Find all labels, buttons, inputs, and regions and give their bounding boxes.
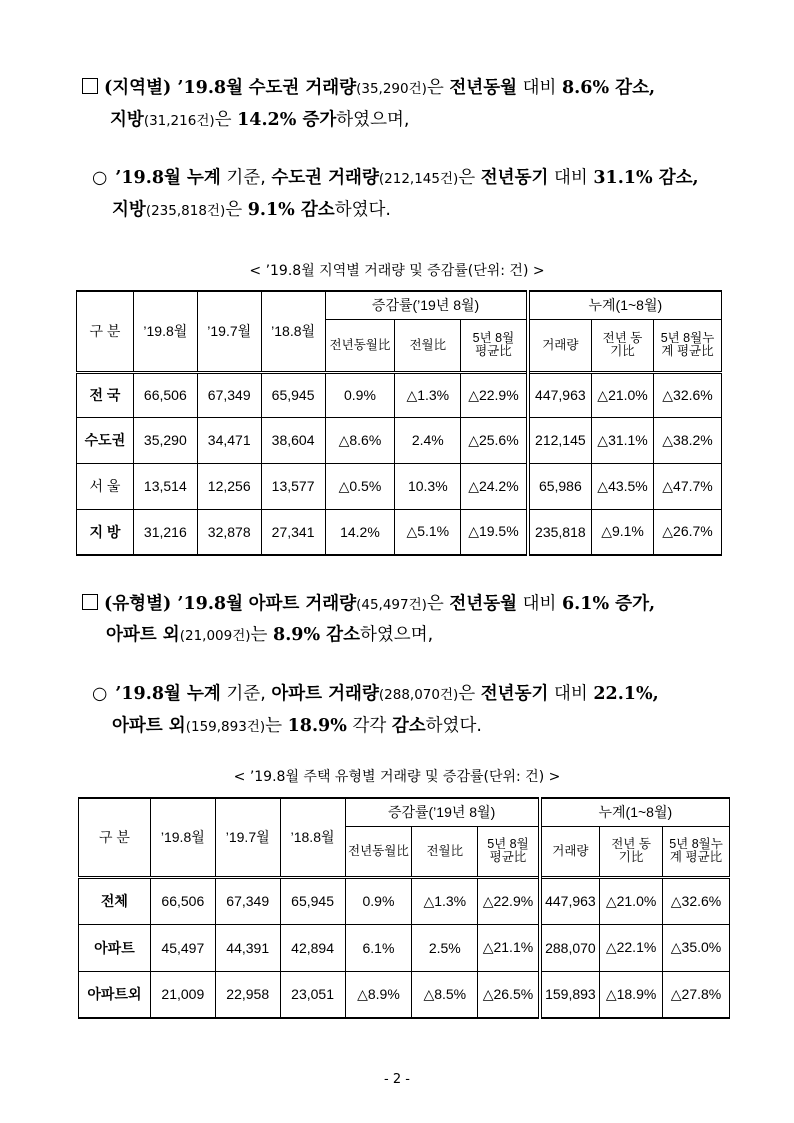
table-row xyxy=(79,971,730,1018)
cell: 0.9% xyxy=(325,372,395,417)
cell: △21.0% xyxy=(592,372,654,417)
cell: △8.5% xyxy=(412,971,478,1018)
header-last-year-month: ’18.8월 xyxy=(261,291,325,372)
cell: 0.9% xyxy=(345,877,412,924)
cell: △31.1% xyxy=(592,417,654,463)
cell: △1.3% xyxy=(412,877,478,924)
cell: △26.7% xyxy=(654,509,722,555)
header-yoy-month: 전년동월比 xyxy=(345,826,412,877)
cell: △21.0% xyxy=(600,877,663,924)
table-row xyxy=(77,417,722,463)
cell: △1.3% xyxy=(395,372,461,417)
cell: △5.1% xyxy=(395,509,461,555)
cell: 32,878 xyxy=(197,509,261,555)
cell: △8.6% xyxy=(325,417,395,463)
header-cum-volume: 거래량 xyxy=(528,319,592,372)
table-row xyxy=(77,463,722,509)
cell: △22.9% xyxy=(461,372,528,417)
cell: 23,051 xyxy=(280,971,345,1018)
cell: 12,256 xyxy=(197,463,261,509)
cell: 13,514 xyxy=(133,463,197,509)
table-row xyxy=(79,877,730,924)
type-summary-line1: (유형별) ’19.8월 아파트 거래량(45,497건)은 전년동월 대비 6.1% 증가, xyxy=(82,594,655,615)
header-yoy-month: 전년동월比 xyxy=(325,319,395,372)
cell: 66,506 xyxy=(150,877,215,924)
cell: △47.7% xyxy=(654,463,722,509)
header-rate-group: 증감률(’19년 8월) xyxy=(325,291,528,319)
cell: △27.8% xyxy=(663,971,730,1018)
header-cumulative-group: 누계(1~8월) xyxy=(540,798,730,826)
header-cum-yoy: 전년 동기比 xyxy=(592,319,654,372)
cell: △0.5% xyxy=(325,463,395,509)
cell: 42,894 xyxy=(280,924,345,971)
header-mom: 전월比 xyxy=(412,826,478,877)
cell: △22.9% xyxy=(478,877,540,924)
cell: 67,349 xyxy=(197,372,261,417)
cell: △32.6% xyxy=(654,372,722,417)
checkbox-bullet-icon xyxy=(82,78,98,94)
cell: 2.5% xyxy=(412,924,478,971)
cell: △18.9% xyxy=(600,971,663,1018)
table-row xyxy=(79,924,730,971)
cell: 34,471 xyxy=(197,417,261,463)
cell: 235,818 xyxy=(528,509,592,555)
housing-type-volume-table xyxy=(78,797,730,1019)
checkbox-bullet-icon xyxy=(82,594,98,610)
header-5yr-avg: 5년 8월 평균比 xyxy=(478,826,540,877)
cell: △21.1% xyxy=(478,924,540,971)
header-mom: 전월比 xyxy=(395,319,461,372)
header-previous-month: ’19.7월 xyxy=(197,291,261,372)
table-row xyxy=(77,509,722,555)
region-summary-line2: 지방(31,216건)은 14.2% 증가하였으며, xyxy=(110,110,410,130)
cell: 35,290 xyxy=(133,417,197,463)
cell: △38.2% xyxy=(654,417,722,463)
cell: 159,893 xyxy=(540,971,600,1018)
cell: 22,958 xyxy=(215,971,280,1018)
cell: △25.6% xyxy=(461,417,528,463)
header-previous-month: ’19.7월 xyxy=(215,798,280,877)
cell: 66,506 xyxy=(133,372,197,417)
cell: 10.3% xyxy=(395,463,461,509)
row-label: 아파트외 xyxy=(79,971,151,1018)
cell: 38,604 xyxy=(261,417,325,463)
cell: △19.5% xyxy=(461,509,528,555)
cell: 21,009 xyxy=(150,971,215,1018)
type-cumulative-line2: 아파트 외(159,893건)는 18.9% 각각 감소하였다. xyxy=(112,716,482,736)
cell: △32.6% xyxy=(663,877,730,924)
row-label: 서 울 xyxy=(77,463,134,509)
header-rate-group: 증감률(’19년 8월) xyxy=(345,798,540,826)
cell: △35.0% xyxy=(663,924,730,971)
cell: 447,963 xyxy=(540,877,600,924)
regional-volume-table xyxy=(76,290,722,556)
table2-caption: < ’19.8월 주택 유형별 거래량 및 증감률(단위: 건) > xyxy=(233,769,561,785)
cell: 447,963 xyxy=(528,372,592,417)
cell: 65,986 xyxy=(528,463,592,509)
cell: 6.1% xyxy=(345,924,412,971)
header-5yr-avg: 5년 8월 평균比 xyxy=(461,319,528,372)
row-label: 지 방 xyxy=(77,509,134,555)
circle-bullet-icon: ○ xyxy=(92,684,108,704)
table1-caption: < ’19.8월 지역별 거래량 및 증감률(단위: 건) > xyxy=(249,263,545,279)
cell: △24.2% xyxy=(461,463,528,509)
header-gubun: 구 분 xyxy=(77,291,134,372)
header-cum-volume: 거래량 xyxy=(540,826,600,877)
header-cumulative-group: 누계(1~8월) xyxy=(528,291,722,319)
row-label: 수도권 xyxy=(77,417,134,463)
header-cum-5yr-avg: 5년 8월누계 평균比 xyxy=(654,319,722,372)
table-row xyxy=(77,372,722,417)
cell: 288,070 xyxy=(540,924,600,971)
row-label: 전 국 xyxy=(77,372,134,417)
type-cumulative-line1: ○ ’19.8월 누계 기준, 아파트 거래량(288,070건)은 전년동기 대비 22.1%, xyxy=(92,684,659,704)
header-gubun: 구 분 xyxy=(79,798,151,877)
circle-bullet-icon: ○ xyxy=(92,168,108,188)
header-current-month: ’19.8월 xyxy=(150,798,215,877)
cell: △22.1% xyxy=(600,924,663,971)
cell: △8.9% xyxy=(345,971,412,1018)
region-cumulative-line1: ○ ’19.8월 누계 기준, 수도권 거래량(212,145건)은 전년동기 대비 31.1% 감소, xyxy=(92,168,699,188)
header-last-year-month: ’18.8월 xyxy=(280,798,345,877)
cell: 2.4% xyxy=(395,417,461,463)
header-cum-5yr-avg: 5년 8월누계 평균比 xyxy=(663,826,730,877)
cell: 212,145 xyxy=(528,417,592,463)
cell: 31,216 xyxy=(133,509,197,555)
cell: 13,577 xyxy=(261,463,325,509)
cell: 44,391 xyxy=(215,924,280,971)
cell: 65,945 xyxy=(280,877,345,924)
cell: △43.5% xyxy=(592,463,654,509)
row-label: 아파트 xyxy=(79,924,151,971)
header-current-month: ’19.8월 xyxy=(133,291,197,372)
cell: 27,341 xyxy=(261,509,325,555)
row-label: 전체 xyxy=(79,877,151,924)
cell: 67,349 xyxy=(215,877,280,924)
cell: 45,497 xyxy=(150,924,215,971)
type-summary-line2: 아파트 외(21,009건)는 8.9% 감소하였으며, xyxy=(106,625,434,645)
cell: △26.5% xyxy=(478,971,540,1018)
region-summary-line1: (지역별) ’19.8월 수도권 거래량(35,290건)은 전년동월 대비 8.6% 감소, xyxy=(82,78,655,99)
cell: 14.2% xyxy=(325,509,395,555)
cell: △9.1% xyxy=(592,509,654,555)
page-number: - 2 - xyxy=(384,1072,410,1087)
cell: 65,945 xyxy=(261,372,325,417)
region-cumulative-line2: 지방(235,818건)은 9.1% 감소하였다. xyxy=(112,200,391,220)
header-cum-yoy: 전년 동기比 xyxy=(600,826,663,877)
